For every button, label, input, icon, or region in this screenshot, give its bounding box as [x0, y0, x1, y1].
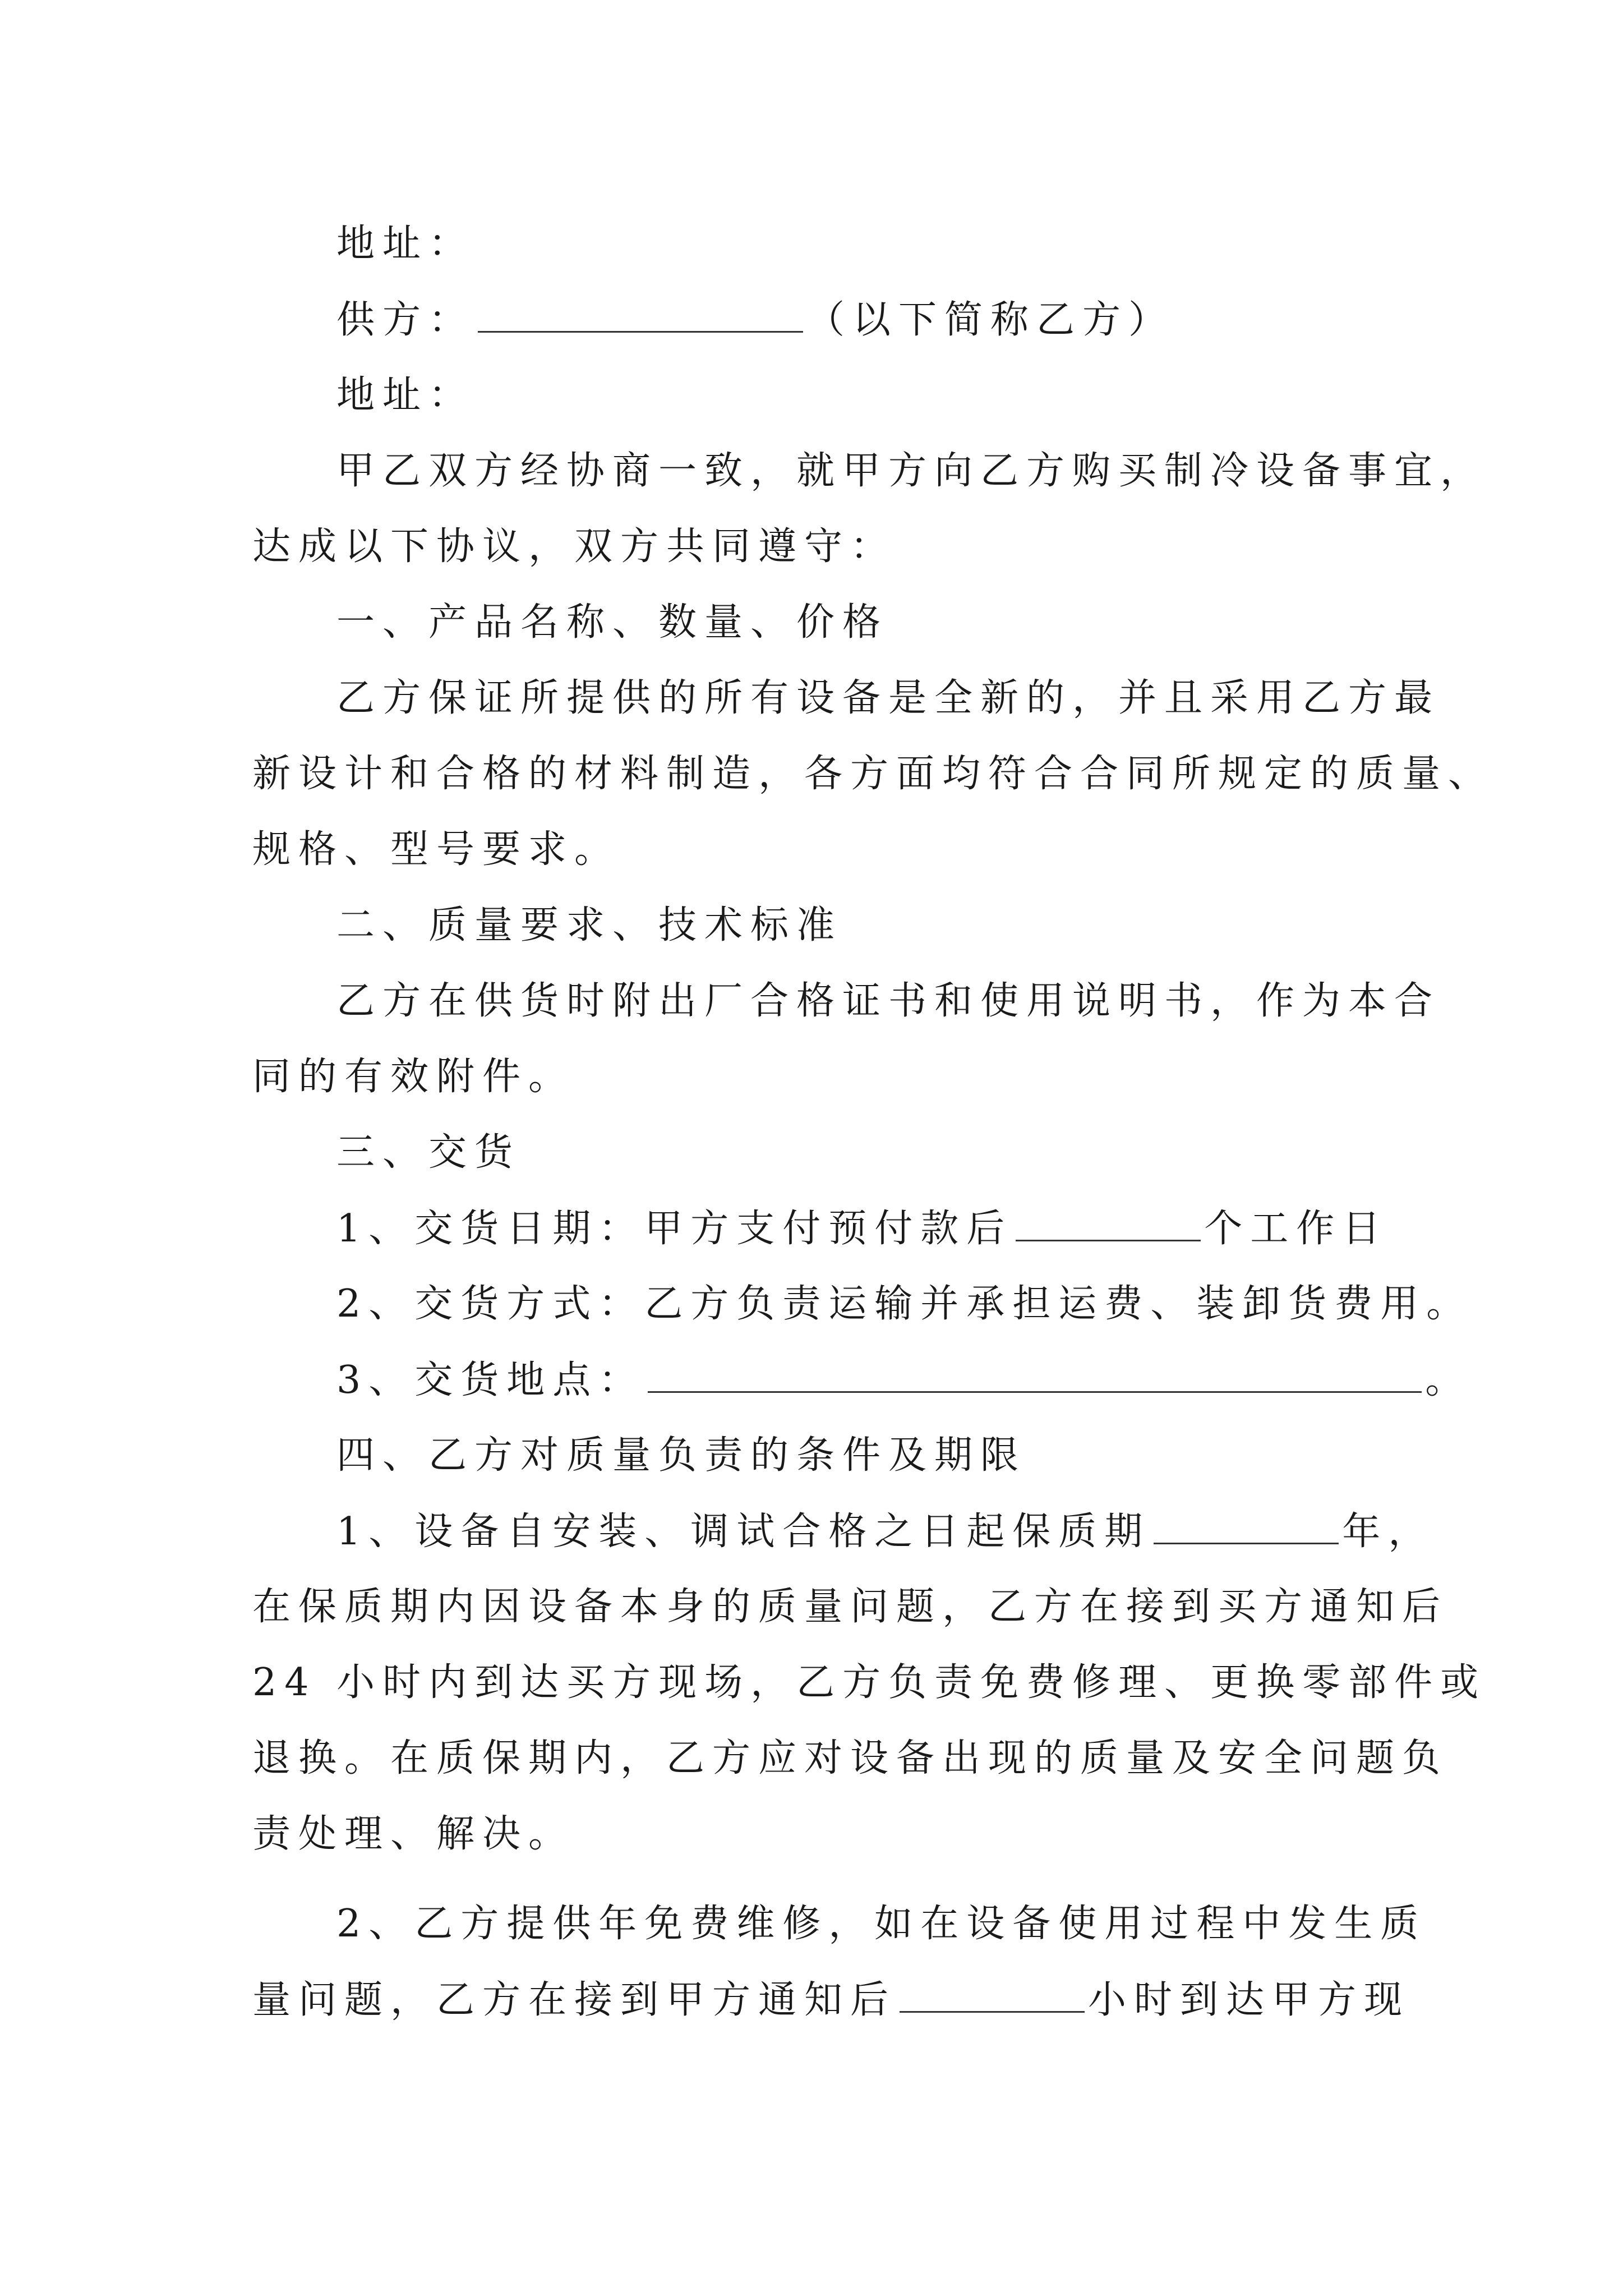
- delivery-location-blank[interactable]: [648, 1358, 1422, 1393]
- warranty-line-1: [336, 1509, 1435, 1554]
- paragraph-2-line-2: [252, 1055, 1396, 1099]
- address-label: 地址：: [336, 373, 475, 417]
- address-label: 地址：: [336, 222, 475, 266]
- warranty-line-4: [252, 1736, 1449, 1781]
- maintenance-line-1: [336, 1902, 1427, 1947]
- text: 1、设备自安装、调试合格之日起保质期: [336, 1510, 1151, 1554]
- text: 小时到达甲方现: [1088, 1978, 1410, 2022]
- text: 。: [1425, 1358, 1472, 1402]
- text: 同的有效附件。: [252, 1055, 575, 1099]
- address-line-buyer: [336, 222, 1402, 266]
- section-heading-2: [336, 903, 1402, 948]
- text: 甲乙双方经协商一致，就甲方向乙方购买制冷设备事宜，: [336, 449, 1487, 493]
- maintenance-line-2: [252, 1977, 1410, 2023]
- text: 3、交货地点：: [336, 1358, 645, 1402]
- text: 2、交货方式：乙方负责运输并承担运费、装卸货费用。: [336, 1282, 1473, 1326]
- supplier-label: 供方：: [336, 298, 475, 342]
- text: 一、产品名称、数量、价格: [336, 600, 889, 645]
- section-heading-1: [336, 600, 1402, 645]
- paragraph-intro-2: [252, 524, 1396, 569]
- text: 新设计和合格的材料制造，各方面均符合合同所规定的质量、: [252, 752, 1495, 796]
- text: 在保质期内因设备本身的质量问题，乙方在接到买方通知后: [252, 1585, 1449, 1629]
- supplier-note: （以下简称乙方）: [806, 298, 1175, 342]
- delivery-date-line: [336, 1206, 1402, 1251]
- supplier-line: [336, 297, 1402, 343]
- supplier-blank[interactable]: [478, 297, 803, 333]
- delivery-method-line: [336, 1282, 1473, 1327]
- text: 责处理、解决。: [252, 1812, 575, 1856]
- text: 达成以下协议，双方共同遵守：: [252, 524, 897, 569]
- section-heading-3: [336, 1130, 1402, 1175]
- text: 个工作日: [1204, 1207, 1389, 1251]
- paragraph-2-line-1: [336, 979, 1441, 1024]
- warranty-line-2: [252, 1585, 1449, 1630]
- text: 24 小时内到达买方现场，乙方负责免费修理、更换零部件或: [252, 1660, 1487, 1705]
- text: 四、乙方对质量负责的条件及期限: [336, 1433, 1027, 1478]
- text: 年，: [1342, 1510, 1435, 1554]
- text: 二、质量要求、技术标准: [336, 903, 843, 947]
- paragraph-intro-1: [336, 449, 1487, 494]
- text: 量问题，乙方在接到甲方通知后: [252, 1978, 897, 2022]
- delivery-location-line: [336, 1358, 1472, 1403]
- response-hours-blank[interactable]: [900, 1977, 1085, 2013]
- paragraph-1-line-1: [336, 676, 1441, 721]
- section-heading-4: [336, 1433, 1402, 1478]
- text: 规格、型号要求。: [252, 827, 621, 872]
- warranty-years-blank[interactable]: [1154, 1509, 1339, 1544]
- address-line-supplier: [336, 373, 1402, 418]
- paragraph-1-line-2: [252, 752, 1495, 797]
- text: 乙方在供货时附出厂合格证书和使用说明书，作为本合: [336, 979, 1441, 1023]
- delivery-days-blank[interactable]: [1016, 1206, 1201, 1241]
- text: 2、乙方提供年免费维修，如在设备使用过程中发生质: [336, 1902, 1427, 1946]
- text: 乙方保证所提供的所有设备是全新的，并且采用乙方最: [336, 676, 1441, 720]
- warranty-line-3: [252, 1660, 1487, 1705]
- warranty-line-5: [252, 1812, 1396, 1857]
- text: 三、交货: [336, 1130, 521, 1175]
- text: 1、交货日期：甲方支付预付款后: [336, 1207, 1013, 1251]
- text: 退换。在质保期内，乙方应对设备出现的质量及安全问题负: [252, 1736, 1449, 1780]
- paragraph-1-line-3: [252, 827, 1396, 872]
